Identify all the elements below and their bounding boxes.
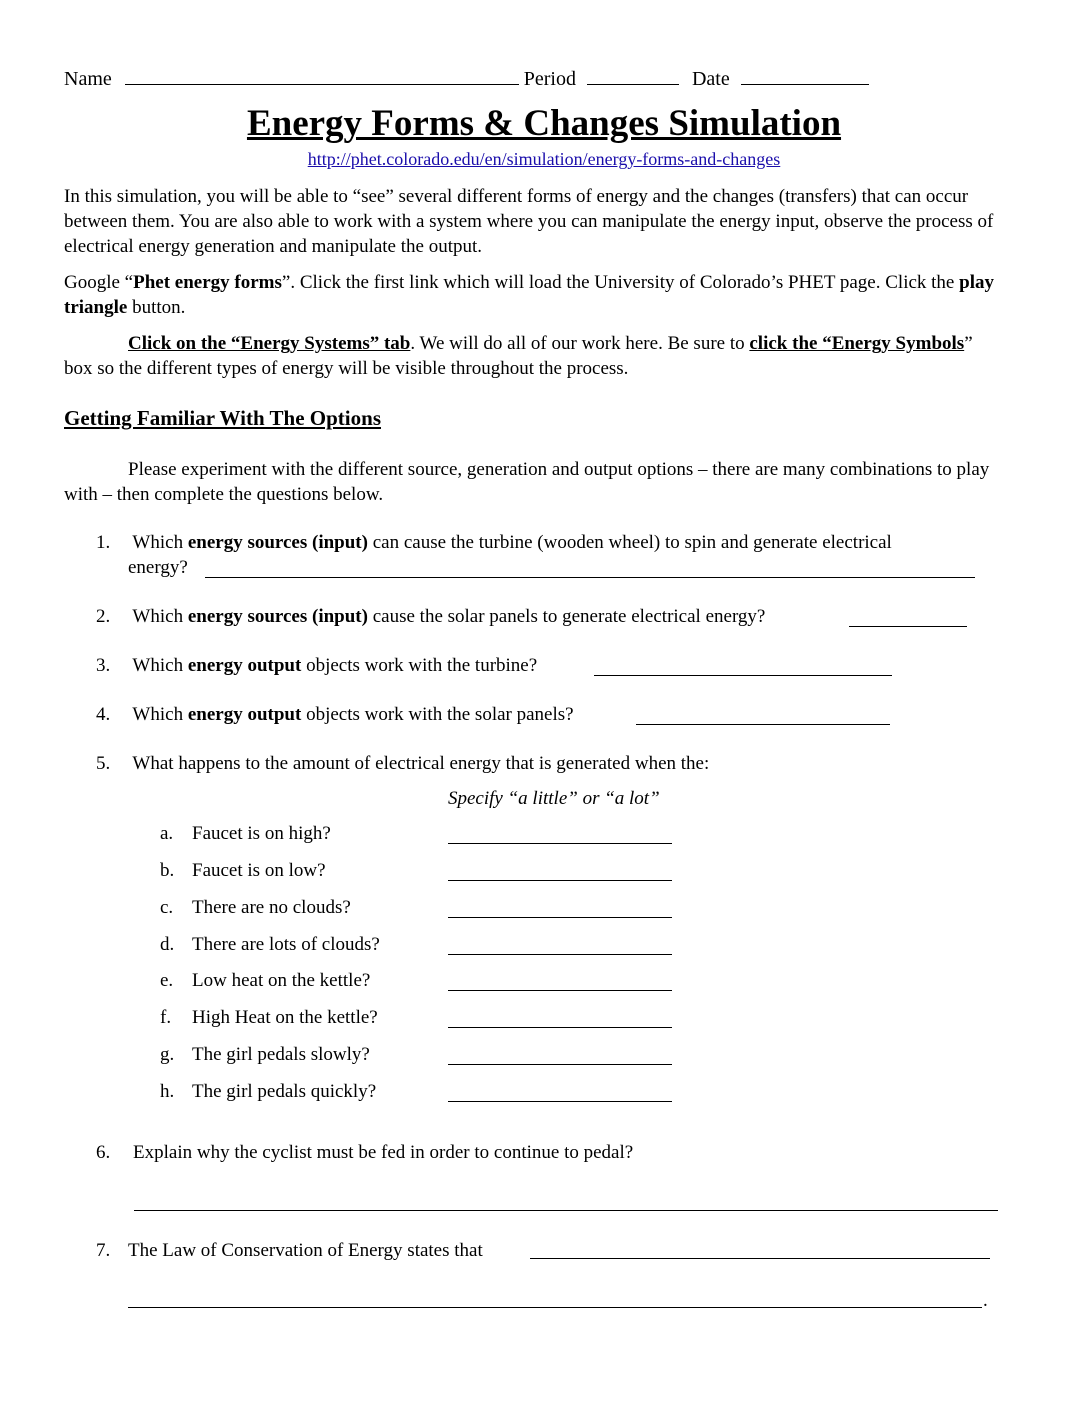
sub-question-d [160, 934, 380, 956]
answer-line-5h[interactable] [448, 1101, 672, 1102]
question-number: 4. [96, 704, 111, 725]
p2-text: button. [127, 297, 186, 318]
question-bold: energy sources (input) [187, 606, 368, 627]
sub-question-a [160, 823, 331, 845]
question-text: Which [132, 704, 188, 725]
sub-letter: a. [160, 823, 174, 844]
sub-text: Low heat on the kettle? [192, 970, 371, 991]
sub-text: The girl pedals quickly? [192, 1081, 377, 1102]
question-number: 6. [96, 1142, 111, 1163]
question-text: objects work with the turbine? [301, 655, 538, 676]
answer-line-4[interactable] [636, 724, 890, 725]
date-label: Date [691, 68, 730, 90]
sub-letter: d. [160, 934, 175, 955]
sub-text: There are no clouds? [192, 897, 351, 918]
section-instructions: Please experiment with the different source, generation and output options – there are many combinations to play with – then complete the questions below. [64, 459, 990, 505]
date-field[interactable] [741, 66, 869, 85]
answer-line-7b[interactable] [128, 1307, 982, 1308]
answer-line-5f[interactable] [448, 1027, 672, 1028]
sub-letter: f. [160, 1007, 172, 1028]
answer-line-5g[interactable] [448, 1064, 672, 1065]
question-1-continued [128, 557, 188, 579]
question-6 [96, 1142, 633, 1164]
question-number: 7. [96, 1240, 111, 1261]
question-7 [96, 1240, 483, 1262]
sentence-period: . [983, 1290, 988, 1311]
sub-letter: g. [160, 1044, 175, 1065]
energy-systems-tab-instruction: Click on the “Energy Systems” tab [128, 333, 411, 354]
question-4 [96, 704, 574, 726]
answer-line-2[interactable] [849, 626, 967, 627]
p2-text: ”. Click the first link which will load the University of Colorado’s PHET page. Click the [281, 272, 960, 293]
intro-paragraph-2 [64, 270, 994, 320]
p3-text: . We will do all of our work here. Be sure to [410, 333, 750, 354]
sub-question-b [160, 860, 326, 882]
question-text: Which [132, 606, 188, 627]
simulation-link[interactable]: http://phet.colorado.edu/en/simulation/energy-forms-and-changes [307, 149, 781, 169]
name-field[interactable] [125, 66, 519, 85]
section-heading: Getting Familiar With The Options [64, 406, 381, 430]
page-title: Energy Forms & Changes Simulation [246, 103, 842, 144]
question-text: The Law of Conservation of Energy states that [128, 1240, 483, 1261]
question-number: 2. [96, 606, 111, 627]
sub-text: There are lots of clouds? [192, 934, 380, 955]
answer-line-3[interactable] [594, 675, 892, 676]
question-5 [96, 753, 709, 775]
question-3 [96, 655, 537, 677]
search-term: Phet energy forms [133, 272, 282, 293]
question-text: can cause the turbine (wooden wheel) to spin and generate electrical [367, 532, 892, 553]
sub-question-g [160, 1044, 370, 1066]
header-row [64, 66, 869, 91]
intro-paragraph-3 [64, 331, 994, 381]
sub-question-f [160, 1007, 378, 1029]
question-1 [96, 532, 892, 554]
sub-question-e [160, 970, 370, 992]
question-text: What happens to the amount of electrical energy that is generated when the: [132, 753, 710, 774]
sub-question-h [160, 1081, 376, 1103]
name-label: Name [64, 68, 112, 90]
question-text: Which [132, 532, 188, 553]
play-triangle-text: play triangle [64, 272, 994, 318]
intro-paragraph-1: In this simulation, you will be able to “see” several different forms of energy and the changes (transfers) that can occur between them. You are also able to work with a system where you can manipulate the energy input, observe the process of electrical energy generation and manipulate the output. [64, 186, 994, 257]
question-2 [96, 606, 765, 628]
answer-line-5b[interactable] [448, 880, 672, 881]
answer-line-6[interactable] [134, 1210, 998, 1211]
question-number: 1. [96, 532, 111, 553]
question-bold: energy sources (input) [187, 532, 368, 553]
question-number: 5. [96, 753, 111, 774]
period-label: Period [523, 68, 576, 90]
question-text: Which [132, 655, 188, 676]
answer-line-5a[interactable] [448, 843, 672, 844]
sub-text: Faucet is on low? [192, 860, 326, 881]
answer-line-5e[interactable] [448, 990, 672, 991]
answer-line-5c[interactable] [448, 917, 672, 918]
p2-text: Google “ [64, 272, 134, 293]
question-text: cause the solar panels to generate electrical energy? [367, 606, 766, 627]
sub-question-c [160, 897, 351, 919]
question-bold: energy output [187, 704, 302, 725]
period-field[interactable] [587, 66, 679, 85]
question-text: energy? [128, 557, 188, 578]
energy-symbols-instruction: click the “Energy Symbols [749, 333, 965, 354]
answer-line-7a[interactable] [530, 1258, 990, 1259]
answer-line-5d[interactable] [448, 954, 672, 955]
sub-letter: b. [160, 860, 175, 881]
question-5-hint: Specify “a little” or “a lot” [448, 788, 660, 809]
sub-text: High Heat on the kettle? [192, 1007, 378, 1028]
p3-text: ” box so the different types of energy will be visible throughout the process. [64, 333, 973, 379]
sub-letter: e. [160, 970, 174, 991]
question-text: Explain why the cyclist must be fed in order to continue to pedal? [133, 1142, 634, 1163]
answer-line-1[interactable] [205, 577, 975, 578]
question-text: objects work with the solar panels? [301, 704, 574, 725]
sub-letter: h. [160, 1081, 175, 1102]
question-number: 3. [96, 655, 111, 676]
sub-letter: c. [160, 897, 174, 918]
sub-text: The girl pedals slowly? [192, 1044, 370, 1065]
question-bold: energy output [187, 655, 302, 676]
sub-text: Faucet is on high? [192, 823, 331, 844]
